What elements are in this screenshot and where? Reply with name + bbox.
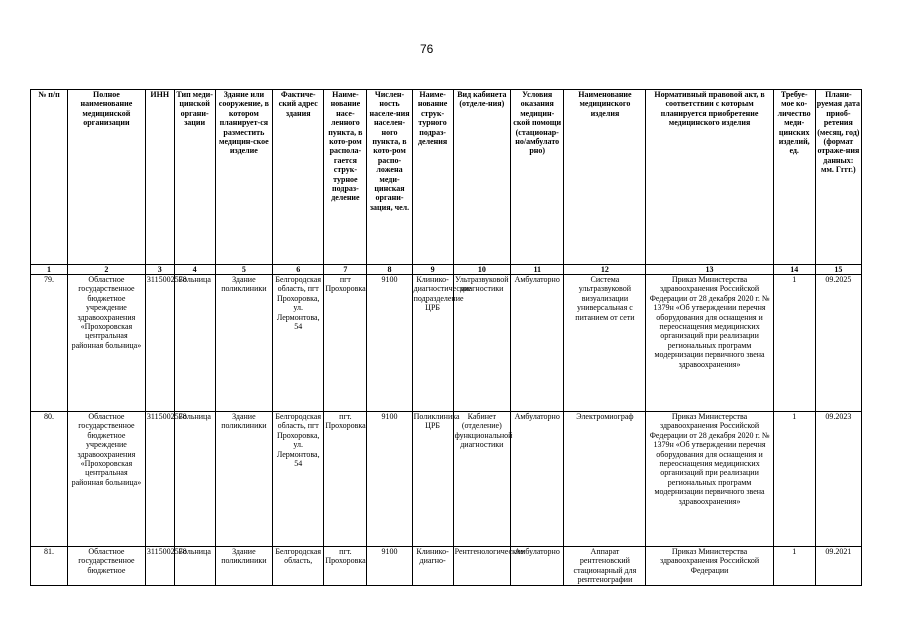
header-cell: Наименование медицинского изделия xyxy=(564,90,646,265)
building: Здание поликлиники xyxy=(215,275,272,412)
purchase-date: 09.2021 xyxy=(815,547,861,586)
settlement: пгт. Прохоровка xyxy=(324,547,367,586)
header-cell: Вид кабинета (отделе-ния) xyxy=(453,90,510,265)
population: 9100 xyxy=(367,275,412,412)
settlement: пгт Прохоровка xyxy=(324,275,367,412)
device-name: Электромиограф xyxy=(564,412,646,547)
table-row xyxy=(31,412,862,547)
header-cell: Плани-руемая дата приоб-ретения (месяц, год) (формат отраже-ния данных: мм. Гггг.) xyxy=(815,90,861,265)
settlement: пгт. Прохоровка xyxy=(324,412,367,547)
column-number: 2 xyxy=(67,265,145,275)
table-row xyxy=(31,275,862,412)
column-number: 5 xyxy=(215,265,272,275)
care-conditions: Амбулаторно xyxy=(511,547,564,586)
header-cell: Тип меди-цинской органи-зации xyxy=(174,90,215,265)
row-number: 79. xyxy=(31,275,68,412)
room-type: Рентгенологические xyxy=(453,547,510,586)
structural-unit: Клинико-диагно- xyxy=(412,547,453,586)
header-cell: Требуе-мое ко-личество меди-цинских изделий, ед. xyxy=(773,90,815,265)
column-number: 4 xyxy=(174,265,215,275)
address: Белгородская область, xyxy=(273,547,324,586)
column-number: 15 xyxy=(815,265,861,275)
quantity: 1 xyxy=(773,412,815,547)
building: Здание поликлиники xyxy=(215,547,272,586)
column-number: 10 xyxy=(453,265,510,275)
column-number: 8 xyxy=(367,265,412,275)
column-number: 7 xyxy=(324,265,367,275)
header-cell: Наиме-нование струк-турного подраз-деления xyxy=(412,90,453,265)
table-row xyxy=(31,547,862,586)
column-number: 12 xyxy=(564,265,646,275)
purchase-date: 09.2023 xyxy=(815,412,861,547)
header-cell: ИНН xyxy=(145,90,174,265)
purchase-date: 09.2025 xyxy=(815,275,861,412)
population: 9100 xyxy=(367,412,412,547)
population: 9100 xyxy=(367,547,412,586)
structural-unit: Клинико-диагностическое подразделение ЦРБ xyxy=(412,275,453,412)
header-cell: Нормативный правовой акт, в соответствии с которым планируется приобретение медицинского изделия xyxy=(646,90,773,265)
address: Белгородская область, пгт Прохоровка, ул. Лермонтова, 54 xyxy=(273,275,324,412)
address: Белгородская область, пгт Прохоровка, ул. Лермонтова, 54 xyxy=(273,412,324,547)
row-number: 80. xyxy=(31,412,68,547)
header-cell: Наиме-нование насе-ленного пункта, в кото-ром распола-гается струк-турное подраз-деление xyxy=(324,90,367,265)
room-type: Ультразвуковой диагностики xyxy=(453,275,510,412)
header-cell: № п/п xyxy=(31,90,68,265)
header-cell: Числен-ность населе-ния населен-ного пункта, в кото-ром распо-ложена меди-цинская органи-зация, чел. xyxy=(367,90,412,265)
column-number-row xyxy=(31,265,862,275)
legal-act: Приказ Министерства здравоохранения Российской Федерации от 28 декабря 2020 г. № 1379н «Об утверждении перечня оборудования для оснащения и переоснащения медицинских организаций при реализации региональных программ модернизации первичного звена здравоохранения» xyxy=(646,275,773,412)
organization-name: Областное государственное бюджетное учреждение здравоохранения «Прохоровская центральная районная больница» xyxy=(67,412,145,547)
header-cell: Здание или сооружение, в котором планирует-ся разместить медицин-ское изделие xyxy=(215,90,272,265)
column-number: 3 xyxy=(145,265,174,275)
structural-unit: Поликлиника ЦРБ xyxy=(412,412,453,547)
header-cell: Условия оказания медицин-ской помощи (стационар-но/амбулато рно) xyxy=(511,90,564,265)
device-name: Аппарат рентгеновский стационарный для рентгенографии xyxy=(564,547,646,586)
organization-name: Областное государственное бюджетное xyxy=(67,547,145,586)
column-number: 1 xyxy=(31,265,68,275)
care-conditions: Амбулаторно xyxy=(511,412,564,547)
page-number: 76 xyxy=(420,42,434,56)
header-cell: Фактиче-ский адрес здания xyxy=(273,90,324,265)
organization-name: Областное государственное бюджетное учреждение здравоохранения «Прохоровская центральная районная больница» xyxy=(67,275,145,412)
building: Здание поликлиники xyxy=(215,412,272,547)
column-number: 14 xyxy=(773,265,815,275)
inn-value: 3115002578 xyxy=(145,547,174,586)
room-type: Кабинет (отделение) функциональной диагностики xyxy=(453,412,510,547)
row-number: 81. xyxy=(31,547,68,586)
header-row xyxy=(31,90,862,265)
inn-value: 3115002578 xyxy=(145,412,174,547)
organization-type: Больница xyxy=(174,275,215,412)
legal-act: Приказ Министерства здравоохранения Российской Федерации от 28 декабря 2020 г. № 1379н «Об утверждении перечня оборудования для оснащения и переоснащения медицинских организаций при реализации региональных программ модернизации первичного звена здравоохранения» xyxy=(646,412,773,547)
organization-type: Больница xyxy=(174,547,215,586)
inn-value: 3115002578 xyxy=(145,275,174,412)
device-name: Система ультразвуковой визуализации универсальная с питанием от сети xyxy=(564,275,646,412)
care-conditions: Амбулаторно xyxy=(511,275,564,412)
header-cell: Полное наименование медицинской организации xyxy=(67,90,145,265)
column-number: 13 xyxy=(646,265,773,275)
quantity: 1 xyxy=(773,275,815,412)
column-number: 11 xyxy=(511,265,564,275)
quantity: 1 xyxy=(773,547,815,586)
legal-act: Приказ Министерства здравоохранения Российской Федерации xyxy=(646,547,773,586)
organization-type: Больница xyxy=(174,412,215,547)
equipment-table xyxy=(30,89,862,586)
column-number: 6 xyxy=(273,265,324,275)
column-number: 9 xyxy=(412,265,453,275)
